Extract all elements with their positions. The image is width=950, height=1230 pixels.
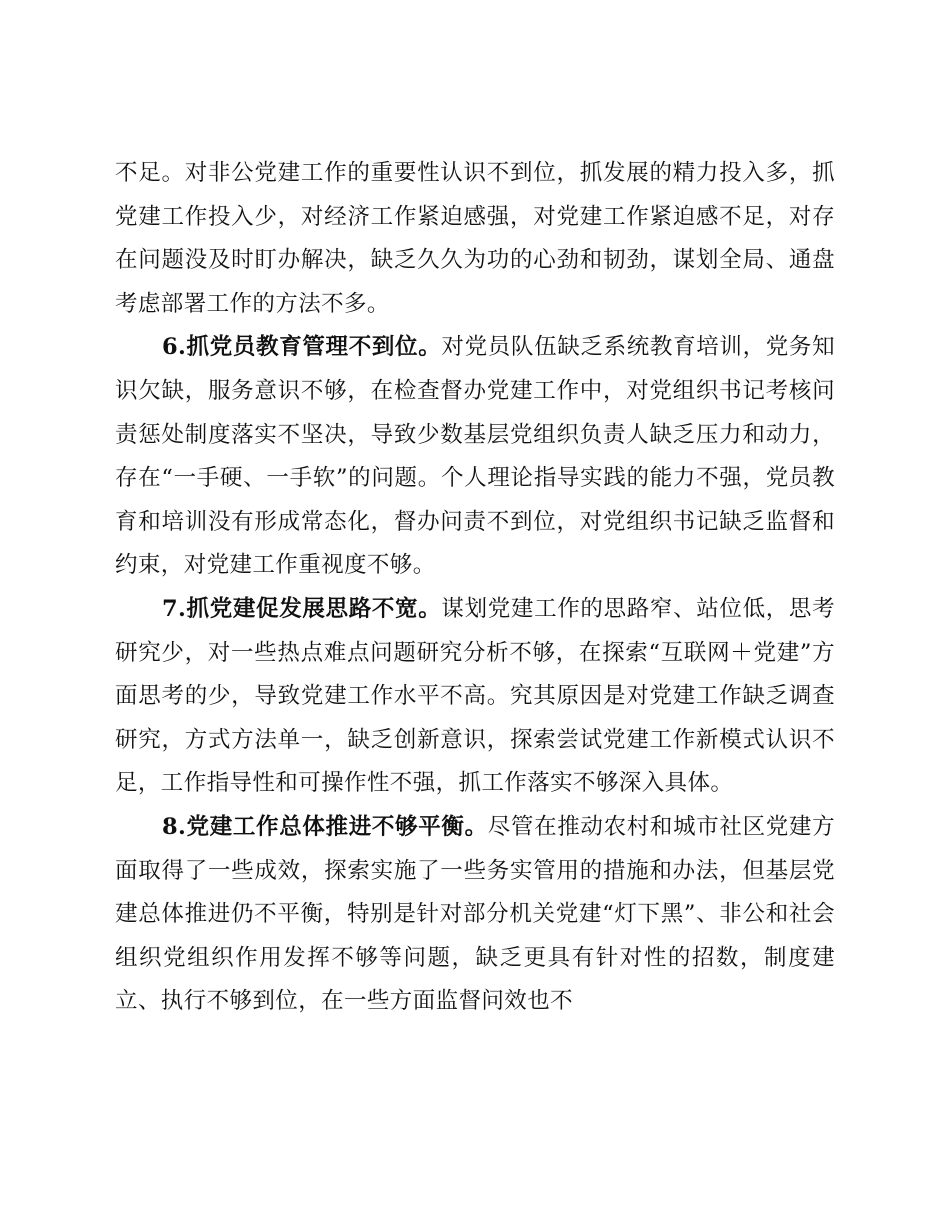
paragraph-continuation	[115, 152, 835, 326]
paragraph-item-6	[115, 326, 835, 588]
paragraph-heading: 6.抓党员教育管理不到位。	[162, 334, 442, 361]
document-body	[115, 152, 835, 1024]
paragraph-heading: 8.党建工作总体推进不够平衡。	[162, 813, 488, 840]
paragraph-item-8	[115, 806, 835, 1024]
paragraph-text: 对党员队伍缺乏系统教育培训，党务知识欠缺，服务意识不够，在检查督办党建工作中，对党组织书记考核问责惩处制度落实不坚决，导致少数基层党组织负责人缺乏压力和动力，存在“一手硬、一手软”的问题。个人理论指导实践的能力不强，党员教育和培训没有形成常态化，督办问责不到位，对党组织书记缺乏监督和约束，对党建工作重视度不够。	[115, 334, 835, 579]
paragraph-text: 不足。对非公党建工作的重要性认识不到位，抓发展的精力投入多，抓党建工作投入少，对经济工作紧迫感强，对党建工作紧迫感不足，对存在问题没及时盯办解决，缺乏久久为功的心劲和韧劲，谋划全局、通盘考虑部署工作的方法不多。	[115, 160, 835, 317]
paragraph-text: 尽管在推动农村和城市社区党建方面取得了一些成效，探索实施了一些务实管用的措施和办法，但基层党建总体推进仍不平衡，特别是针对部分机关党建“灯下黑”、非公和社会组织党组织作用发挥不够等问题，缺乏更具有针对性的招数，制度建立、执行不够到位，在一些方面监督问效也不	[115, 813, 835, 1015]
paragraph-text: 谋划党建工作的思路窄、站位低，思考研究少，对一些热点难点问题研究分析不够，在探索“互联网＋党建”方面思考的少，导致党建工作水平不高。究其原因是对党建工作缺乏调查研究，方式方法单一，缺乏创新意识，探索尝试党建工作新模式认识不足，工作指导性和可操作性不强，抓工作落实不够深入具体。	[115, 595, 835, 797]
paragraph-heading: 7.抓党建促发展思路不宽。	[162, 595, 442, 622]
paragraph-item-7	[115, 588, 835, 806]
